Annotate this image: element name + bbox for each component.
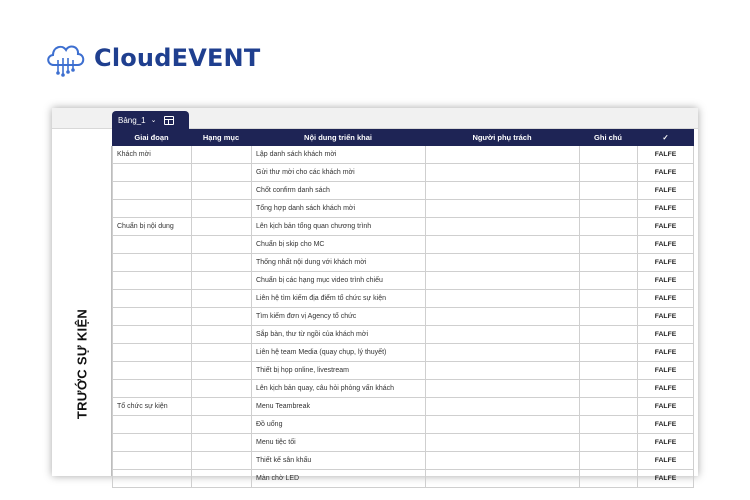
table-row: [112, 434, 694, 452]
owner-cell[interactable]: [425, 146, 579, 163]
table-row: [112, 416, 694, 434]
status-cell[interactable]: FALFE: [637, 416, 694, 433]
table-header: [112, 129, 694, 146]
status-cell[interactable]: FALFE: [637, 452, 694, 469]
owner-cell[interactable]: [425, 218, 579, 235]
content-cell[interactable]: Sắp bàn, thư từ ngồi của khách mời: [251, 326, 425, 343]
stage-cell[interactable]: [112, 254, 191, 271]
stage-cell[interactable]: Khách mời: [112, 146, 191, 163]
content-cell[interactable]: Gửi thư mời cho các khách mời: [251, 164, 425, 181]
content-cell[interactable]: Lập danh sách khách mời: [251, 146, 425, 163]
header-category: Hạng mục: [202, 133, 240, 142]
stage-cell[interactable]: [112, 236, 191, 253]
category-cell[interactable]: [191, 416, 251, 433]
status-cell[interactable]: FALFE: [637, 290, 694, 307]
sheet-tab[interactable]: [112, 111, 189, 129]
table-row: [112, 398, 694, 416]
section-label: TRƯỚC SỰ KIỆN: [74, 308, 90, 420]
table-row: [112, 236, 694, 254]
owner-cell[interactable]: [425, 236, 579, 253]
owner-cell[interactable]: [425, 470, 579, 487]
table-body: [112, 146, 694, 488]
status-cell[interactable]: FALFE: [637, 380, 694, 397]
status-cell[interactable]: FALFE: [637, 146, 694, 163]
status-cell[interactable]: FALFE: [637, 362, 694, 379]
header-content: Nội dung triển khai: [304, 133, 372, 142]
category-cell[interactable]: [191, 362, 251, 379]
note-cell[interactable]: [579, 470, 637, 487]
content-cell[interactable]: Chuẩn bị các hạng mục video trình chiếu: [251, 272, 425, 289]
category-cell[interactable]: [191, 344, 251, 361]
stage-cell[interactable]: [112, 452, 191, 469]
status-cell[interactable]: FALFE: [637, 254, 694, 271]
status-cell[interactable]: FALFE: [637, 218, 694, 235]
content-cell[interactable]: Thống nhất nội dung với khách mời: [251, 254, 425, 271]
sheet-tab-label: Bảng_1: [118, 115, 146, 125]
category-cell[interactable]: [191, 380, 251, 397]
status-cell[interactable]: FALFE: [637, 200, 694, 217]
owner-cell[interactable]: [425, 344, 579, 361]
stage-cell[interactable]: [112, 326, 191, 343]
table-row: [112, 254, 694, 272]
cloud-circuit-icon: [44, 38, 88, 78]
table-row: [112, 272, 694, 290]
status-cell[interactable]: FALFE: [637, 272, 694, 289]
stage-cell[interactable]: [112, 164, 191, 181]
content-cell[interactable]: Lên kịch bản quay, câu hỏi phỏng vấn khách: [251, 380, 425, 397]
content-cell[interactable]: Thiết kế sân khấu: [251, 452, 425, 469]
note-cell[interactable]: [579, 254, 637, 271]
content-cell[interactable]: Menu tiệc tối: [251, 434, 425, 451]
category-cell[interactable]: [191, 290, 251, 307]
header-stage: Giai đoạn: [134, 133, 169, 142]
note-cell[interactable]: [579, 344, 637, 361]
note-cell[interactable]: [579, 308, 637, 325]
content-cell[interactable]: Đồ uống: [251, 416, 425, 433]
content-cell[interactable]: Màn chờ LED: [251, 470, 425, 487]
brand-logo: [44, 38, 260, 78]
note-cell[interactable]: [579, 146, 637, 163]
owner-cell[interactable]: [425, 452, 579, 469]
table-row: [112, 200, 694, 218]
table-icon[interactable]: [164, 116, 174, 125]
note-cell[interactable]: [579, 290, 637, 307]
section-column: [52, 146, 112, 476]
note-cell[interactable]: [579, 164, 637, 181]
content-cell[interactable]: Tìm kiếm đơn vị Agency tổ chức: [251, 308, 425, 325]
category-cell[interactable]: [191, 434, 251, 451]
owner-cell[interactable]: [425, 362, 579, 379]
content-cell[interactable]: Chuẩn bị skip cho MC: [251, 236, 425, 253]
note-cell[interactable]: [579, 398, 637, 415]
category-cell[interactable]: [191, 308, 251, 325]
owner-cell[interactable]: [425, 434, 579, 451]
owner-cell[interactable]: [425, 164, 579, 181]
note-cell[interactable]: [579, 236, 637, 253]
status-cell[interactable]: FALFE: [637, 398, 694, 415]
table-row: [112, 290, 694, 308]
table-row: [112, 452, 694, 470]
note-cell[interactable]: [579, 272, 637, 289]
status-cell[interactable]: FALFE: [637, 308, 694, 325]
status-cell[interactable]: FALFE: [637, 182, 694, 199]
table-row: [112, 308, 694, 326]
status-cell[interactable]: FALFE: [637, 344, 694, 361]
owner-cell[interactable]: [425, 182, 579, 199]
stage-cell[interactable]: Chuẩn bị nội dung: [112, 218, 191, 235]
stage-cell[interactable]: [112, 434, 191, 451]
header-owner: Người phụ trách: [472, 133, 532, 142]
table-row: [112, 380, 694, 398]
note-cell[interactable]: [579, 416, 637, 433]
owner-cell[interactable]: [425, 416, 579, 433]
stage-cell[interactable]: [112, 470, 191, 487]
note-cell[interactable]: [579, 362, 637, 379]
table-row: [112, 164, 694, 182]
content-cell[interactable]: Lên kịch bản tổng quan chương trình: [251, 218, 425, 235]
status-cell[interactable]: FALFE: [637, 434, 694, 451]
content-cell[interactable]: Liên hệ team Media (quay chụp, lý thuyết): [251, 344, 425, 361]
category-cell[interactable]: [191, 272, 251, 289]
note-cell[interactable]: [579, 182, 637, 199]
content-cell[interactable]: Chốt confirm danh sách: [251, 182, 425, 199]
category-cell[interactable]: [191, 326, 251, 343]
owner-cell[interactable]: [425, 326, 579, 343]
note-cell[interactable]: [579, 452, 637, 469]
stage-cell[interactable]: [112, 308, 191, 325]
category-cell[interactable]: [191, 452, 251, 469]
category-cell[interactable]: [191, 218, 251, 235]
stage-cell[interactable]: [112, 362, 191, 379]
stage-cell[interactable]: [112, 182, 191, 199]
stage-cell[interactable]: [112, 200, 191, 217]
stage-cell[interactable]: [112, 272, 191, 289]
content-cell[interactable]: Thiết bị họp online, livestream: [251, 362, 425, 379]
category-cell[interactable]: [191, 254, 251, 271]
category-cell[interactable]: [191, 164, 251, 181]
stage-cell[interactable]: Tổ chức sự kiện: [112, 398, 191, 415]
stage-cell[interactable]: [112, 290, 191, 307]
note-cell[interactable]: [579, 200, 637, 217]
table-row: [112, 326, 694, 344]
status-cell[interactable]: FALFE: [637, 164, 694, 181]
category-cell[interactable]: [191, 236, 251, 253]
brand-name: CloudEVENT: [94, 44, 261, 72]
table-row: [112, 182, 694, 200]
table-row: [112, 218, 694, 236]
table-row: [112, 470, 694, 488]
stage-cell[interactable]: [112, 380, 191, 397]
stage-cell[interactable]: [112, 344, 191, 361]
note-cell[interactable]: [579, 326, 637, 343]
owner-cell[interactable]: [425, 200, 579, 217]
owner-cell[interactable]: [425, 398, 579, 415]
stage-cell[interactable]: [112, 416, 191, 433]
note-cell[interactable]: [579, 434, 637, 451]
category-cell[interactable]: [191, 470, 251, 487]
spreadsheet: [52, 108, 698, 482]
owner-cell[interactable]: [425, 380, 579, 397]
status-cell[interactable]: FALFE: [637, 236, 694, 253]
table-row: [112, 344, 694, 362]
content-cell[interactable]: Liên hệ tìm kiếm địa điểm tổ chức sự kiện: [251, 290, 425, 307]
status-cell[interactable]: FALFE: [637, 326, 694, 343]
owner-cell[interactable]: [425, 308, 579, 325]
table-row: [112, 362, 694, 380]
owner-cell[interactable]: [425, 254, 579, 271]
category-cell[interactable]: [191, 200, 251, 217]
note-cell[interactable]: [579, 218, 637, 235]
category-cell[interactable]: [191, 398, 251, 415]
category-cell[interactable]: [191, 146, 251, 163]
status-cell[interactable]: FALFE: [637, 470, 694, 487]
header-check: ✓: [662, 133, 669, 142]
owner-cell[interactable]: [425, 272, 579, 289]
content-cell[interactable]: Tổng hợp danh sách khách mời: [251, 200, 425, 217]
table-row: [112, 146, 694, 164]
chevron-down-icon[interactable]: ⌄: [150, 117, 157, 124]
owner-cell[interactable]: [425, 290, 579, 307]
note-cell[interactable]: [579, 380, 637, 397]
category-cell[interactable]: [191, 182, 251, 199]
header-note: Ghi chú: [594, 133, 622, 142]
content-cell[interactable]: Menu Teambreak: [251, 398, 425, 415]
